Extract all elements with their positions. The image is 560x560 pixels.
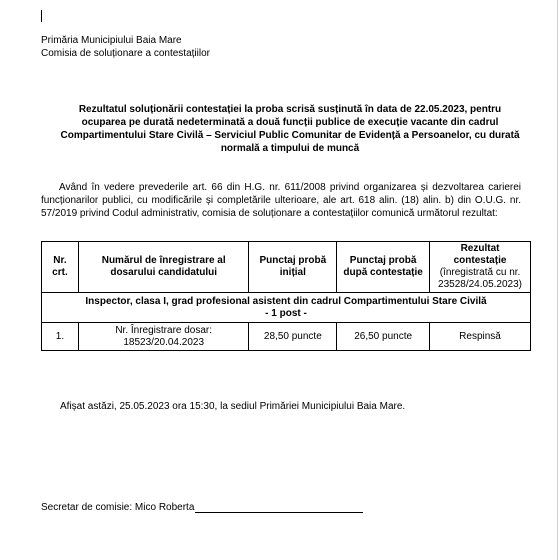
section-row: [42, 293, 531, 323]
results-table: [41, 241, 531, 351]
header-appeal-score: Punctaj probă după contestație: [337, 242, 430, 293]
signature-line: [195, 503, 363, 513]
secretary-name: Secretar de comisie: Mico Roberta: [41, 502, 195, 513]
header-result-title: Rezultat contestație: [453, 243, 507, 266]
header-result: [430, 242, 531, 293]
document-title: Rezultatul soluționării contestației la proba scrisă susținută în data de 22.05.2023, pentru ocuparea pe durată nedeterminată a două funcții publice de execuție vacante din cadrul Compartimentului Stare Civilă – Serviciul Public Comunitar de Evidență a Persoanelor, cu durată normală a timpului de muncă: [60, 104, 520, 154]
intro-paragraph: Având în vedere prevederile art. 66 din H.G. nr. 611/2008 privind organizarea și dezvoltarea carierei funcționarilor publici, cu modificările și completările ulterioare, ale art. 618 alin. (18) alin. b) din O.U.G. nr. 57/2019 privind Codul administrativ, comisia de soluționare a contestațiilor comunică următorul rezultat:: [41, 182, 521, 219]
header-initial-score: Punctaj probă inițial: [249, 242, 337, 293]
commission-name: Comisia de soluționare a contestațiilor: [41, 48, 210, 59]
document-header: [41, 34, 210, 60]
header-registration: Numărul de înregistrare al dosarului candidatului: [78, 242, 249, 293]
page-edge: [557, 0, 558, 560]
institution-name: Primăria Municipiului Baia Mare: [41, 35, 182, 46]
row-nr: 1.: [42, 323, 79, 351]
header-nr: Nr. crt.: [42, 242, 79, 293]
row-registration: Nr. Înregistrare dosar: 18523/20.04.2023: [78, 323, 249, 351]
section-position: Inspector, clasa I, grad profesional asistent din cadrul Compartimentului Stare Civilă: [85, 295, 487, 307]
section-cell: [42, 293, 531, 323]
text-cursor: [41, 10, 42, 22]
posted-notice: Afișat astăzi, 25.05.2023 ora 15:30, la sediul Primăriei Municipiului Baia Mare.: [60, 401, 406, 412]
table-row: [42, 323, 531, 351]
row-result: Respinsă: [430, 323, 531, 351]
header-result-sub: (înregistrată cu nr. 23528/24.05.2023): [438, 267, 522, 290]
section-post-count: - 1 post -: [265, 307, 307, 319]
row-initial-score: 28,50 puncte: [249, 323, 337, 351]
table-header-row: [42, 242, 531, 293]
row-appeal-score: 26,50 puncte: [337, 323, 430, 351]
secretary-signature: [41, 502, 363, 513]
